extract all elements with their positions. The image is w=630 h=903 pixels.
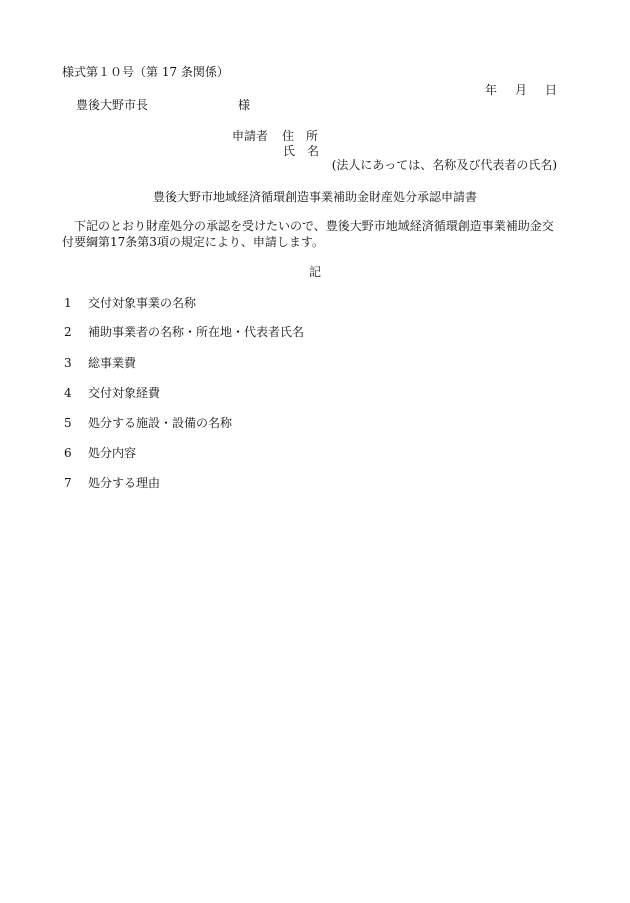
corp-note: (法人にあっては、名称及び代表者の氏名) (331, 158, 557, 172)
document-title: 豊後大野市地域経済循環創造事業補助金財産処分承認申請書 (152, 190, 477, 204)
list-item (64, 446, 136, 462)
date-month: 月 (514, 83, 527, 97)
form-number: 様式第１０号（第 17 条関係） (62, 65, 229, 79)
name-label: 氏 名 (283, 144, 320, 158)
item-label: 処分内容 (88, 446, 137, 460)
item-label: 補助事業者の名称・所在地・代表者氏名 (88, 325, 305, 339)
date-line (485, 83, 557, 99)
address-label: 住 所 (282, 129, 319, 143)
item-number: 2 (64, 325, 72, 339)
list-item (64, 296, 196, 312)
date-day: 日 (544, 83, 557, 97)
item-number: 1 (64, 296, 72, 310)
addressee-name: 豊後大野市長 (76, 98, 149, 112)
applicant-label: 申請者 (232, 129, 269, 143)
item-number: 6 (64, 446, 72, 460)
item-label: 交付対象事業の名称 (88, 296, 197, 310)
item-label: 総事業費 (88, 356, 137, 370)
body-text: 下記のとおり財産処分の承認を受けたいので、豊後大野市地域経済循環創造事業補助金交付要綱第17条第3項の規定により、申請します。 (62, 219, 554, 250)
list-item (64, 386, 160, 402)
item-label: 処分する施設・設備の名称 (88, 416, 233, 430)
list-item (64, 356, 136, 372)
list-item (64, 476, 160, 492)
list-item (64, 416, 232, 432)
item-number: 3 (64, 356, 72, 370)
addressee (76, 98, 250, 114)
item-number: 7 (64, 476, 72, 490)
date-year: 年 (484, 83, 497, 97)
applicant-name-line (283, 144, 319, 160)
applicant-address-line (232, 129, 318, 145)
addressee-suffix: 様 (238, 98, 251, 112)
ki-mark: 記 (308, 265, 321, 279)
item-label: 交付対象経費 (88, 386, 161, 400)
item-number: 4 (64, 386, 72, 400)
item-number: 5 (64, 416, 72, 430)
list-item (64, 325, 304, 341)
item-label: 処分する理由 (88, 476, 161, 490)
